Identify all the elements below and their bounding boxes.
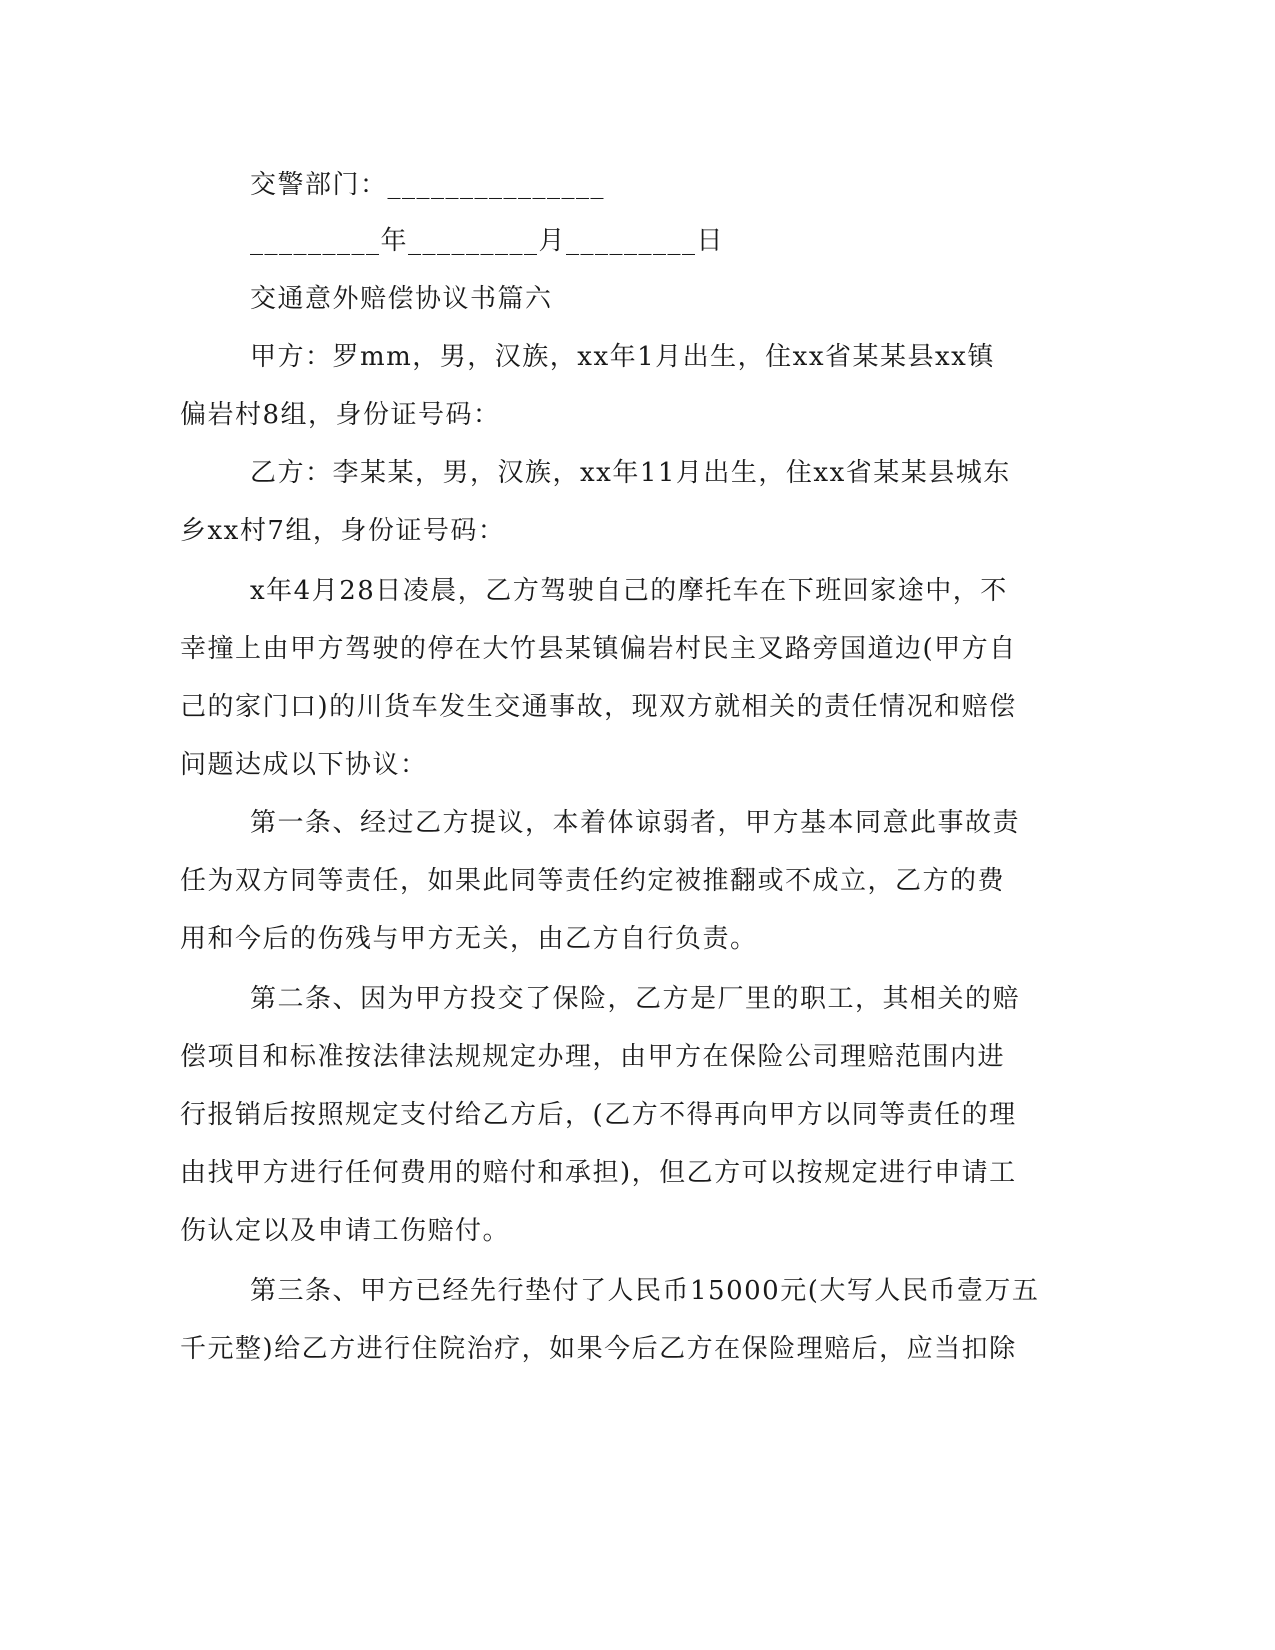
incident-line-3: 己的家门口)的川货车发生交通事故，现双方就相关的责任情况和赔偿 [180, 692, 1017, 722]
party-a-line-1: 甲方：罗mm，男，汉族，xx年1月出生，住xx省某某县xx镇 [250, 342, 995, 372]
article-3-line-1: 第三条、甲方已经先行垫付了人民币15000元(大写人民币壹万五 [250, 1276, 1040, 1306]
section-title: 交通意外赔偿协议书篇六 [250, 284, 553, 314]
police-department-line: 交警部门：_______________ [250, 170, 606, 200]
article-1-line-1: 第一条、经过乙方提议，本着体谅弱者，甲方基本同意此事故责 [250, 808, 1021, 838]
date-line: _________年_________月_________日 [250, 226, 725, 256]
party-b-line-2: 乡xx村7组，身份证号码： [180, 516, 506, 546]
incident-line-2: 幸撞上由甲方驾驶的停在大竹县某镇偏岩村民主叉路旁国道边(甲方自 [180, 634, 1017, 664]
incident-line-4: 问题达成以下协议： [180, 750, 428, 780]
article-2-line-5: 伤认定以及申请工伤赔付。 [180, 1216, 511, 1246]
article-1-line-3: 用和今后的伤残与甲方无关，由乙方自行负责。 [180, 924, 758, 954]
article-2-line-1: 第二条、因为甲方投交了保险，乙方是厂里的职工，其相关的赔 [250, 984, 1021, 1014]
article-1-line-2: 任为双方同等责任，如果此同等责任约定被推翻或不成立，乙方的费 [180, 866, 1006, 896]
party-b-line-1: 乙方：李某某，男，汉族，xx年11月出生，住xx省某某县城东 [250, 458, 1011, 488]
party-a-line-2: 偏岩村8组，身份证号码： [180, 400, 501, 430]
article-2-line-3: 行报销后按照规定支付给乙方后，(乙方不得再向甲方以同等责任的理 [180, 1100, 1017, 1130]
article-3-line-2: 千元整)给乙方进行住院治疗，如果今后乙方在保险理赔后，应当扣除 [180, 1334, 1017, 1364]
incident-line-1: x年4月28日凌晨，乙方驾驶自己的摩托车在下班回家途中，不 [250, 576, 1008, 606]
article-2-line-4: 由找甲方进行任何费用的赔付和承担)，但乙方可以按规定进行申请工 [180, 1158, 1017, 1188]
article-2-line-2: 偿项目和标准按法律法规规定办理，由甲方在保险公司理赔范围内进 [180, 1042, 1006, 1072]
